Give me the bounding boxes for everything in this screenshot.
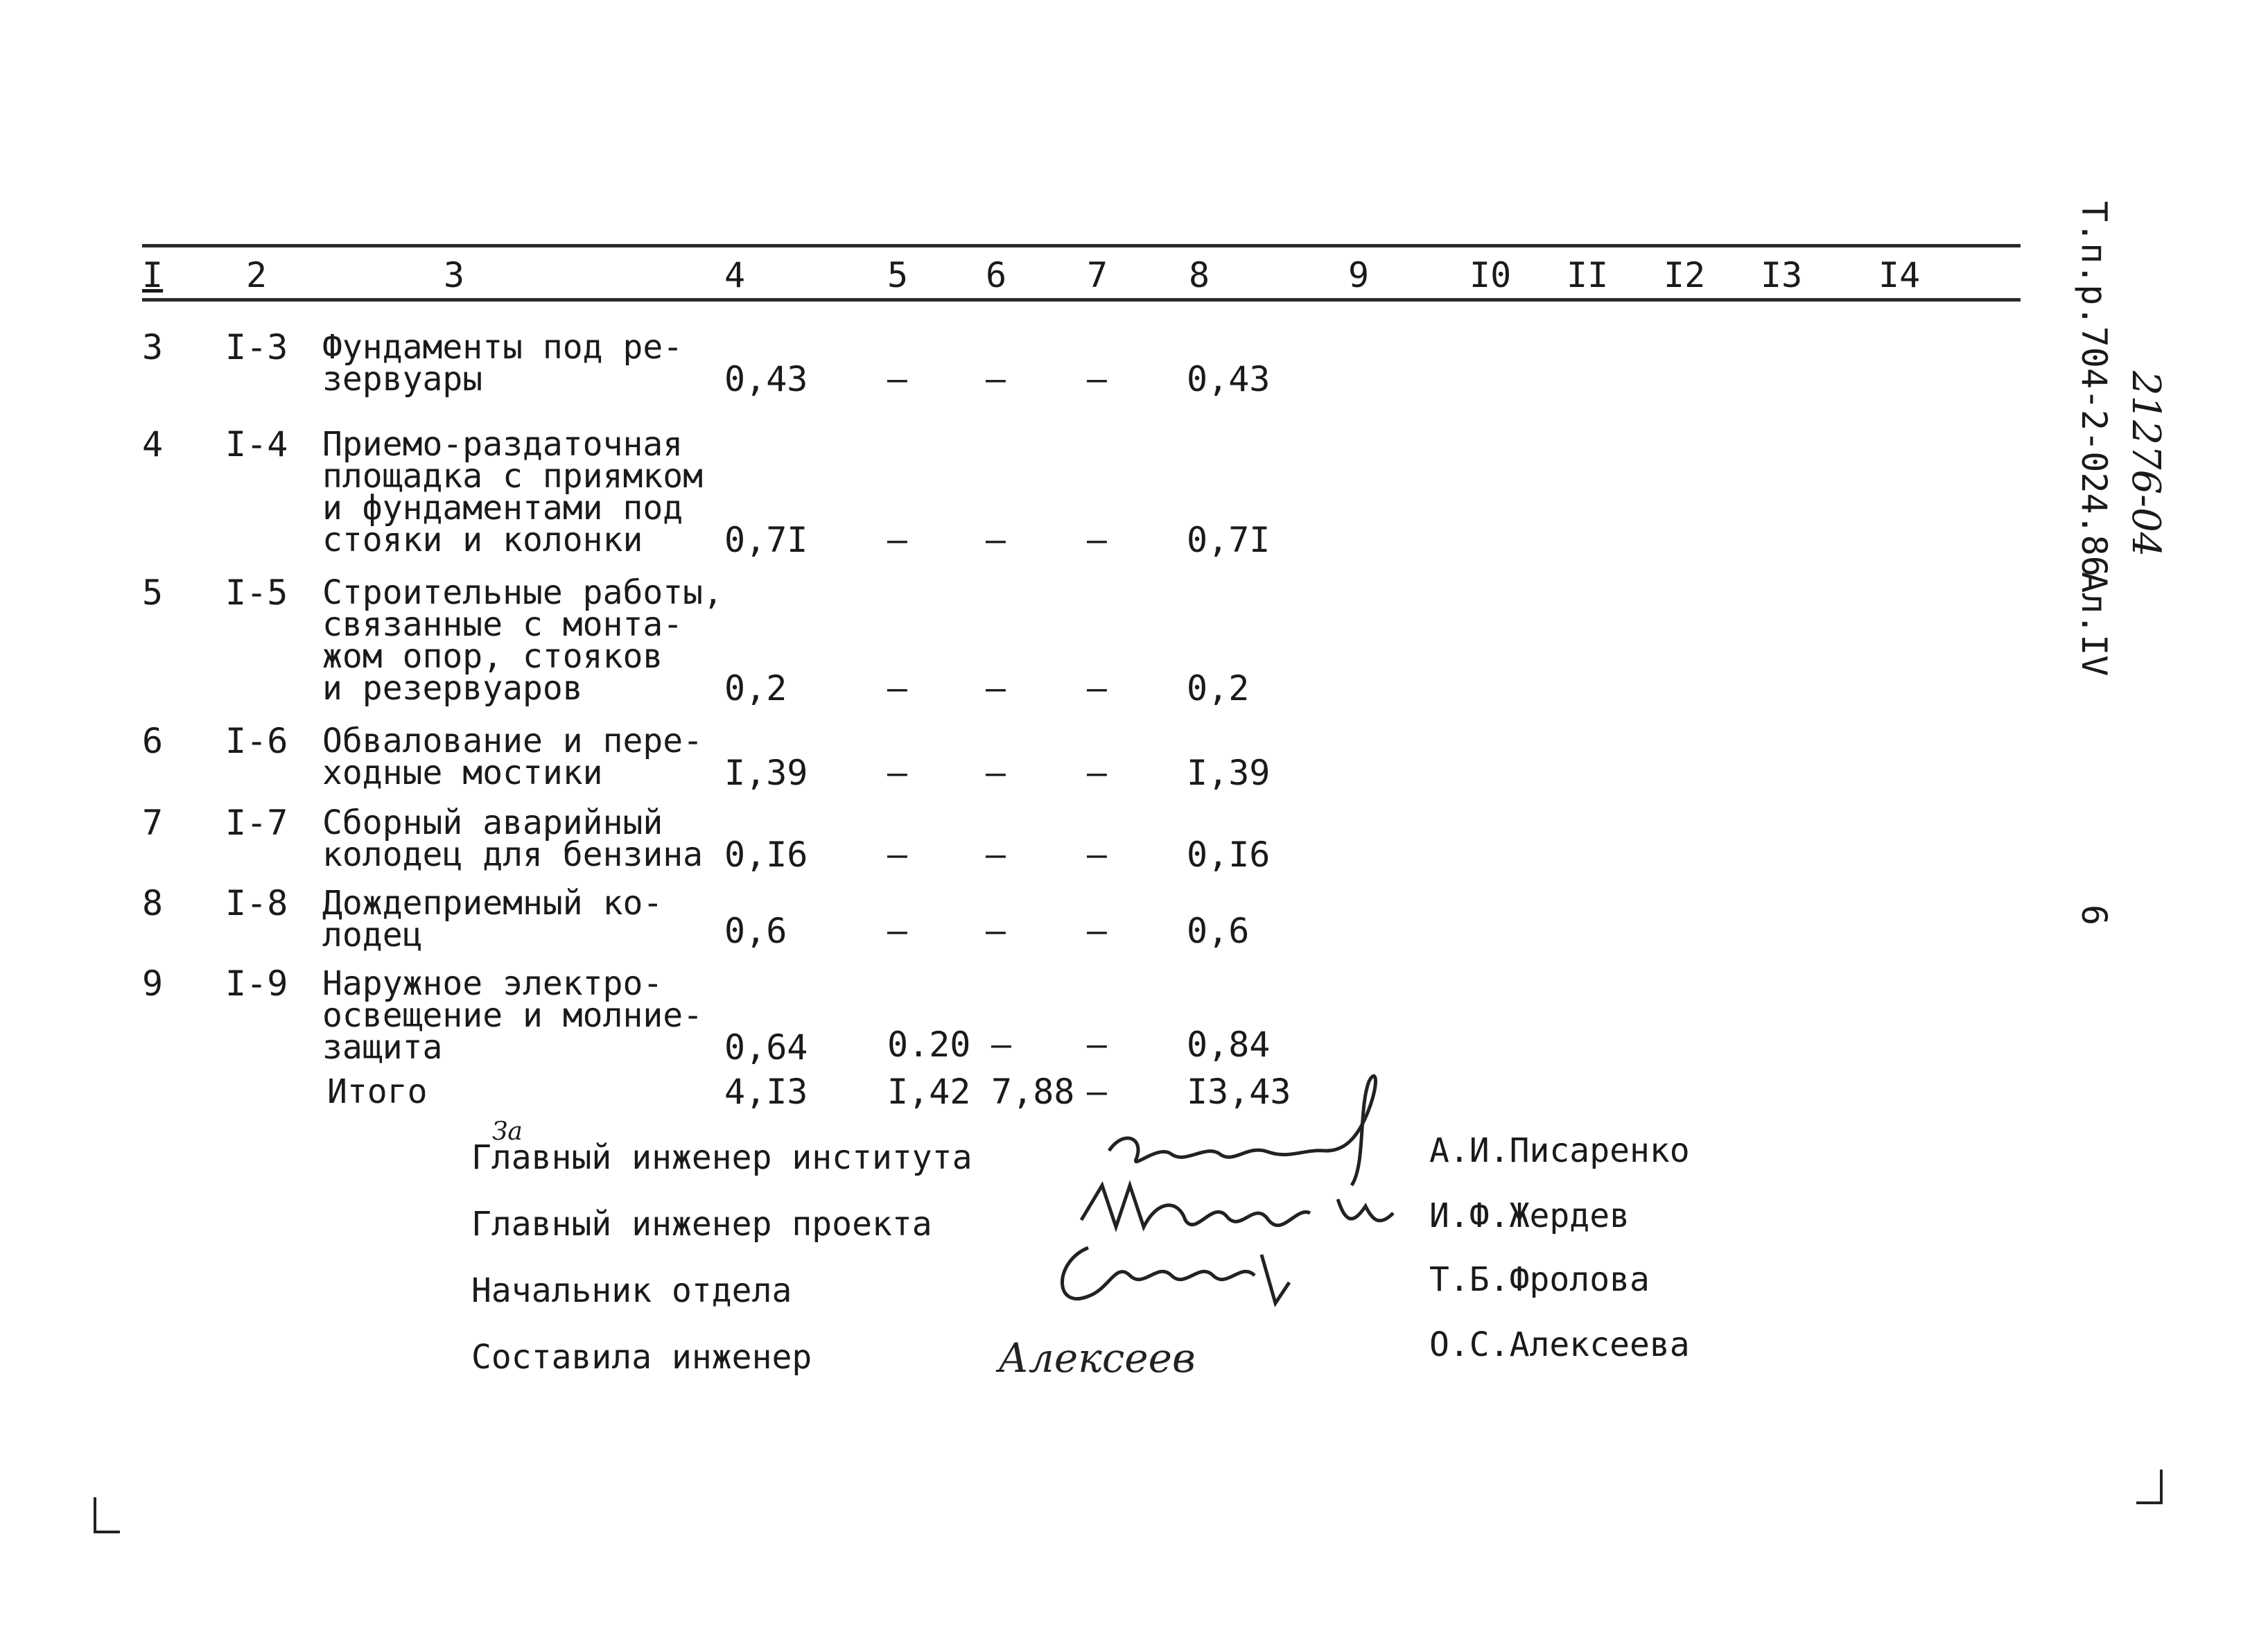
cell-col7: – [1087,835,1107,874]
signature-scribble-3 [1047,1234,1296,1317]
cell-col6: – [991,1025,1011,1064]
cell-col5: – [887,360,907,399]
col-header-14: I4 [1878,255,1921,295]
row-number: 3 [142,327,164,367]
signature-note: За [492,1117,523,1146]
row-name: Фундаменты под ре- зервуары [322,328,683,399]
col-header-6: 6 [986,255,1007,295]
signature-title: Начальник отдела [471,1271,792,1310]
row-number: 4 [142,424,164,464]
cell-col4: 0,7I [724,520,808,560]
col-header-7: 7 [1087,255,1108,295]
cell-col8: 0,43 [1187,359,1271,399]
signature-name: Т.Б.Фролова [1429,1260,1650,1299]
signature-name: И.Ф.Жердев [1429,1196,1630,1235]
doc-code: Т.п.р.704-2-024.86 [2074,201,2114,577]
row-code: I-4 [225,424,288,464]
col-header-1: I [142,255,164,295]
cell-col7: – [1087,753,1107,792]
col-header-3: 3 [444,255,465,295]
cell-col7: – [1087,669,1107,708]
col-header-12: I2 [1664,255,1706,295]
cell-col6: – [986,912,1006,950]
cell-col8: 0,6 [1187,911,1250,951]
cell-col5: – [887,521,907,559]
cell-col5: 0.20 [887,1025,971,1065]
table-top-rule [142,244,2021,247]
row-number: 8 [142,883,164,923]
col-header-4: 4 [724,255,746,295]
cell-col5: – [887,669,907,708]
col-header-13: I3 [1761,255,1803,295]
cell-col5: – [887,912,907,950]
cell-col6: – [986,521,1006,559]
cell-col8: 0,84 [1187,1025,1271,1065]
signature-title: Составила инженер [471,1338,812,1377]
corner-mark-right-foot [2136,1501,2163,1504]
cell-col7: – [1087,360,1107,399]
cell-col4: 0,I6 [724,835,808,875]
col-header-11: II [1567,255,1609,295]
corner-mark-left-foot [94,1531,120,1533]
row-name: Приемо-раздаточная площадка с приямком и фундаментами под стояки и колонки [322,425,704,559]
cell-col4: 0,6 [724,911,787,951]
cell-col6: – [986,669,1006,708]
row-code: I-8 [225,883,288,923]
corner-mark-right [2160,1470,2163,1504]
total-col7: – [1087,1072,1107,1111]
cell-col7: – [1087,521,1107,559]
cell-col6: – [986,835,1006,874]
row-name: Обвалование и пере- ходные мостики [322,722,704,792]
cell-col8: I,39 [1187,753,1271,793]
row-name: Сборный аварийный колодец для бензина [322,803,704,874]
row-code: I-7 [225,803,288,843]
cell-col5: – [887,835,907,874]
cell-col4: I,39 [724,753,808,793]
row-number: 6 [142,721,164,761]
cell-col7: – [1087,1025,1107,1064]
col-header-2: 2 [246,255,268,295]
signature-title: Главный инженер проекта [471,1205,932,1244]
cell-col5: – [887,753,907,792]
cell-col8: 0,I6 [1187,835,1271,875]
page-number: 6 [2074,905,2114,926]
table-header-rule [142,298,2021,302]
cell-col8: 0,7I [1187,520,1271,560]
total-col5: I,42 [887,1072,971,1112]
row-code: I-9 [225,964,288,1004]
handwritten-code: 21276-04 [2123,371,2168,557]
total-label: Итого [327,1072,428,1111]
row-name: Наружное электро- освещение и молние- защита [322,964,704,1067]
signature-handwritten: Алексеев [998,1334,1196,1382]
col-header-9: 9 [1348,255,1370,295]
cell-col6: – [986,753,1006,792]
row-code: I-5 [225,573,288,613]
cell-col6: – [986,360,1006,399]
row-code: I-6 [225,721,288,761]
cell-col4: 0,64 [724,1027,808,1068]
cell-col7: – [1087,912,1107,950]
corner-mark-left [94,1497,96,1532]
signature-name: О.С.Алексеева [1429,1325,1690,1364]
cell-col4: 0,2 [724,668,787,708]
row-name: Строительные работы, связанные с монта- жом опор, стояков и резервуаров [322,573,723,708]
cell-col4: 0,43 [724,359,808,399]
cell-col8: 0,2 [1187,668,1250,708]
row-name: Дождеприемный ко- лодец [322,884,663,955]
row-code: I-3 [225,327,288,367]
row-number: 5 [142,573,164,613]
signature-name: А.И.Писаренко [1429,1131,1690,1170]
row-number: 9 [142,964,164,1004]
col-header-5: 5 [887,255,909,295]
total-col8: I3,43 [1187,1072,1291,1112]
total-col6: 7,88 [991,1072,1075,1112]
row-number: 7 [142,803,164,843]
total-col4: 4,I3 [724,1072,808,1112]
col-header-10: I0 [1469,255,1512,295]
signature-title: Главный инженер института [471,1138,972,1177]
col-header-8: 8 [1189,255,1210,295]
album-number: Ал.IV [2074,572,2114,677]
